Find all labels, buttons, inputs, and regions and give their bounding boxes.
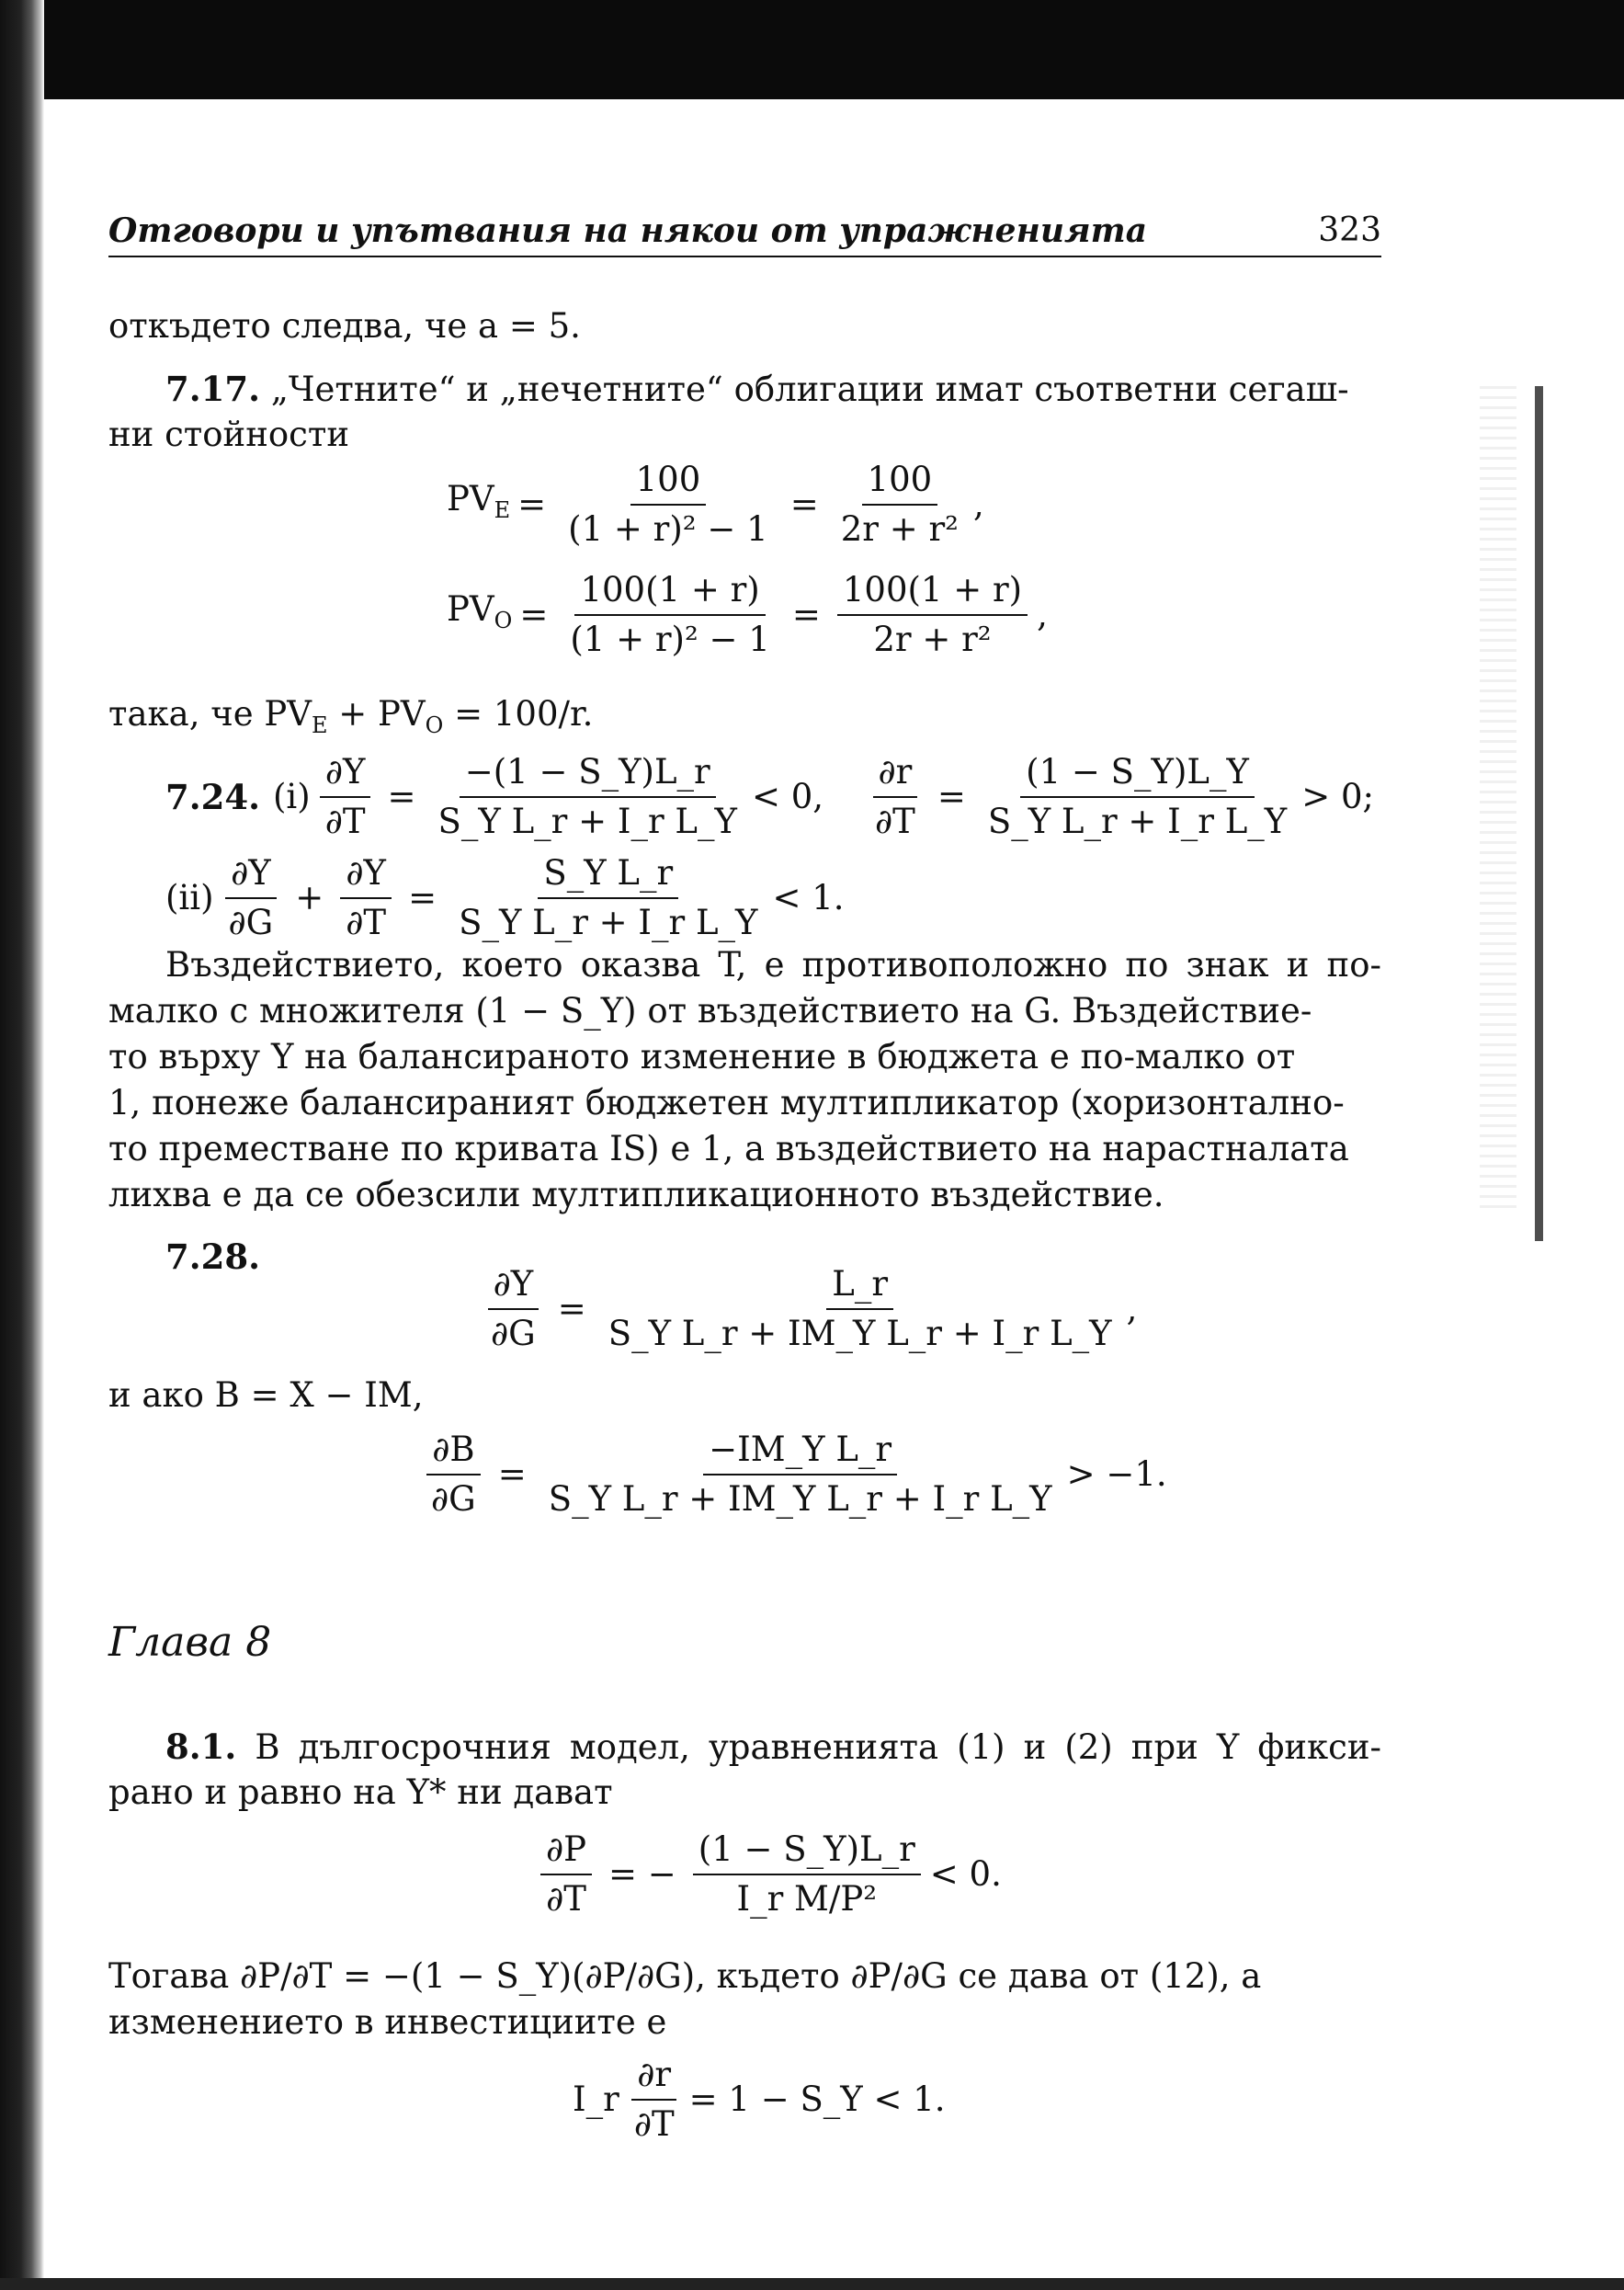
para1-line5: то преместване по кривата IS) е 1, а въздействието на нарастналата (108, 1129, 1349, 1168)
ex-7-24-frac4-den: S_Y L_r + I_r L_Y (987, 802, 1288, 841)
ex-7-28-g1-num: ∂B (426, 1430, 480, 1475)
pve-frac2 (835, 460, 964, 550)
ex-8-1-line1-text: В дългосрочния модел, уравненията (1) и (2) при Y фикси- (255, 1727, 1381, 1767)
pvo-frac2 (837, 570, 1028, 660)
pve-frac1 (562, 460, 774, 550)
taka-mid: + PV (327, 694, 426, 734)
ex-7-24-g2 (340, 853, 392, 943)
pvo-lhs-text: PV (447, 589, 494, 629)
ex-7-28-g1 (426, 1430, 482, 1520)
ex-7-24-g3-num: S_Y L_r (538, 853, 678, 899)
ex-7-24-frac2-den: S_Y L_r + I_r L_Y (437, 802, 737, 841)
ex-7-24-g1-den: ∂G (228, 903, 274, 942)
ex-7-17-line1 (165, 366, 1349, 413)
ex-8-1-lt0: < 0. (929, 1854, 1002, 1894)
taka-text: така, че PV (108, 694, 312, 734)
pvo-lhs-sub: O (494, 608, 513, 633)
ex-7-17-text2: ни стойности (108, 415, 349, 454)
ex-7-28-f2-den: S_Y L_r + IM_Y L_r + I_r L_Y (608, 1314, 1112, 1353)
pve-frac2-den: 2r + r² (840, 509, 959, 549)
scan-top-border (0, 0, 1624, 99)
pve-lhs-text: PV (447, 479, 494, 518)
ex-8-1-f2 (693, 1829, 921, 1920)
ex-7-17-text1: „Четните“ и „нечетните“ облигации имат съответни сегаш- (270, 370, 1349, 409)
ex-7-24-frac2 (433, 752, 743, 842)
scan-bottom-border (0, 2278, 1624, 2290)
equation-7-28-b: $\frac{\partial B}{\partial G}$ = $\frac{\text{−IM\_Y L\_r}}{\text{S\_Y L\_r + IM\_Y L\_r + I\_r L\_Y}}$ > −1. (416, 1430, 1167, 1520)
ex-7-17-number: 7.17. (165, 369, 260, 409)
ex-8-1-line2: рано и равно на Y* ни дават (108, 1772, 613, 1812)
page-number: 323 (1318, 211, 1381, 249)
equation-7-28-a: $\frac{\partial Y}{\partial G}$ = $\frac{L\_r}{\text{S\_Y L\_r + IM\_Y L\_r + I\_r L\_Y}}$ , (476, 1264, 1137, 1354)
ex-8-1-f1-num: ∂P (540, 1829, 592, 1875)
ex-8-1-f2-den: I_r M/P² (736, 1879, 878, 1919)
scan-left-border (0, 0, 44, 2290)
ex-7-24-ii-label: (ii) (165, 878, 214, 917)
ex-7-24-g3-den: S_Y L_r + I_r L_Y (459, 903, 758, 942)
ex-7-28-f2 (603, 1264, 1118, 1354)
pvo-frac1 (564, 570, 776, 660)
ex-8-1-line1 (108, 1724, 1381, 1771)
ex-8-1-f2-num: (1 − S_Y)L_r (693, 1829, 921, 1875)
ex-8-1-number: 8.1. (165, 1726, 237, 1767)
ex-7-28-f1-den: ∂G (491, 1314, 536, 1353)
ex-7-24-lt1: < 1. (772, 878, 845, 917)
ex-8-1-last-frac (629, 2055, 680, 2145)
equation-8-1-b (573, 2055, 946, 2145)
pve-lhs (447, 476, 510, 533)
ex-7-24-frac3-num: ∂r (873, 752, 918, 798)
ex-7-24-frac1 (320, 752, 371, 842)
ex-7-28-f1-num: ∂Y (488, 1264, 539, 1310)
equation-pve: $PV_E$ = $\frac{100}{\text{(1 + r)² − 1}}$ = $\frac{100}{\text{2r + r²}}$ , (447, 460, 984, 549)
ex-7-24-number: 7.24. (165, 777, 260, 817)
pvo-frac2-den: 2r + r² (873, 620, 992, 659)
pvo-frac2-num: 100(1 + r) (837, 570, 1028, 616)
ex-8-1-f1-den: ∂T (546, 1879, 586, 1919)
ex-7-24-frac4-num: (1 − S_Y)L_Y (1020, 752, 1255, 798)
taka-end: = 100/r. (443, 694, 594, 734)
equation-7-24-i: 7.24. (i) $\frac{\partial Y}{\partial T}$ = $\frac{-(1 - S\_Y)L\_r}{\text{S\_Y L\_r + I\_r L\_Y}}$ < 0, $\frac{\partial r}{\partial T}$ = $\frac{(1 - S\_Y)L\_Y}{\text{S\_Y L\_r + I\_r L\_Y}}$ > 0; (165, 752, 1375, 841)
ex-7-28-f2-num: L_r (826, 1264, 893, 1310)
equation-8-1-a: $\frac{\partial P}{\partial T}$ = − $\frac{(1 - S\_Y)L\_r}{\text{I\_r M/P²}}$ < 0. (531, 1829, 1002, 1920)
ex-7-28-f1 (485, 1264, 541, 1354)
ex-8-1-last-rhs: = 1 − S_Y < 1. (688, 2079, 946, 2119)
ex-7-28-g2-den: S_Y L_r + IM_Y L_r + I_r L_Y (548, 1479, 1052, 1519)
ex-7-28-g2-num: −IM_Y L_r (703, 1430, 897, 1475)
line-a5: откъдето следва, че a = 5. (108, 306, 581, 346)
para1-line1 (108, 942, 1381, 988)
pvo-lhs (447, 587, 512, 644)
running-title: Отговори и упътвания на някои от упражненията (108, 211, 1148, 250)
para1-line2: малко с множителя (1 − S_Y) от въздействието на G. Въздействие- (108, 991, 1312, 1031)
ex-7-28-gtm1: > −1. (1066, 1454, 1167, 1494)
ex-7-28-and: и ако B = X − IM, (108, 1375, 424, 1415)
pve-lhs-sub: E (494, 497, 511, 523)
ex-7-24-frac1-den: ∂T (324, 802, 366, 841)
ex-7-24-lt0: < 0, (751, 777, 824, 816)
ex-7-24-g3 (453, 853, 763, 943)
pve-frac1-den: (1 + r)² − 1 (568, 509, 768, 549)
scan-right-noise (1480, 386, 1516, 1213)
ex-7-24-i-label: (i) (273, 777, 311, 816)
ex-7-28-g2 (543, 1430, 1058, 1520)
equation-pvo: $PV_O$ = $\frac{100(1 + r)}{\text{(1 + r)² − 1}}$ = $\frac{100(1 + r)}{\text{2r + r²}}$ , (447, 570, 1048, 659)
scan-right-bar (1535, 386, 1543, 1241)
ex-8-1-last-ir: I_r (573, 2079, 619, 2119)
ex-7-24-frac2-num: −(1 − S_Y)L_r (460, 752, 716, 798)
para1-line1-text: Въздействието, което оказва T, е противоположно по знак и по- (165, 945, 1381, 985)
ex-8-1-last-den: ∂T (633, 2104, 675, 2144)
taka-sub1: E (311, 712, 328, 738)
ex-7-24-frac1-num: ∂Y (320, 752, 371, 798)
equation-7-24-ii: (ii) $\frac{\partial Y}{\partial G}$ + $\frac{\partial Y}{\partial T}$ = $\frac{\text{S\_Y L\_r}}{\text{S\_Y L\_r + I\_r L\_Y}}$ < 1. (165, 853, 845, 942)
para1-line6: лихва е да се обезсили мултипликационното въздействие. (108, 1175, 1164, 1214)
ex-8-1-last-num: ∂r (631, 2055, 676, 2101)
para1-line3: то върху Y на балансираното изменение в бюджета е по-малко от (108, 1037, 1296, 1077)
ex-7-28-number: 7.28. (165, 1236, 260, 1277)
ex-7-24-frac3-den: ∂T (875, 802, 915, 841)
taka-line (108, 691, 593, 748)
para1-line4: 1, понеже балансираният бюджетен мултипликатор (хоризонтално- (108, 1083, 1345, 1122)
ex-7-24-frac3 (869, 752, 921, 842)
ex-7-24-g2-num: ∂Y (340, 853, 392, 899)
ex-7-24-g2-den: ∂T (346, 903, 387, 942)
ex-7-24-g1-num: ∂Y (225, 853, 277, 899)
pve-frac2-num: 100 (862, 460, 938, 506)
ex-8-1-f1 (540, 1829, 592, 1920)
pve-frac1-num: 100 (630, 460, 707, 506)
para2-line1: Тогава ∂P/∂T = −(1 − S_Y)(∂P/∂G), където ∂P/∂G се дава от (12), а (108, 1956, 1262, 1996)
ex-7-24-frac4 (982, 752, 1292, 842)
ex-7-24-g1 (223, 853, 279, 943)
ex-7-28-g1-den: ∂G (431, 1479, 476, 1519)
chapter-title: Глава 8 (108, 1619, 272, 1666)
pvo-frac1-num: 100(1 + r) (574, 570, 765, 616)
para2-line2: изменението в инвестициите е (108, 2002, 667, 2042)
pvo-frac1-den: (1 + r)² − 1 (570, 620, 770, 659)
taka-sub2: O (425, 712, 444, 738)
ex-7-24-gt0: > 0; (1301, 777, 1375, 816)
page-header (108, 208, 1381, 257)
